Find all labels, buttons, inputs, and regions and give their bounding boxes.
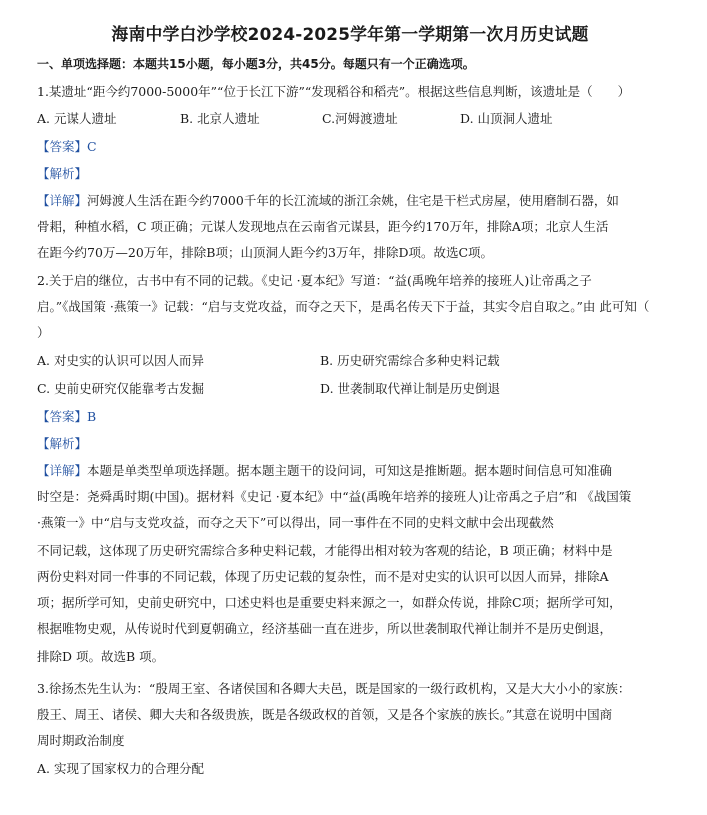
answer-value: B [87,409,97,424]
question-2-stem-line-3: ） [37,325,50,340]
q2-detail-line-5: 两份史料对同一件事的不同记载，体现了历史记载的复杂性，而不是对史实的认识可以因人而异，排除A [37,569,609,584]
q3-option-a: A. 实现了国家权力的合理分配 [37,761,204,776]
question-3-stem-line-3: 周时期政治制度 [37,733,125,748]
q2-detail-line-6: 项；据所学可知，史前史研究中，口述史料也是重要史料来源之一，如群众传说，排除C项；据所学可知， [37,595,622,610]
q1-option-d: D. 山顶洞人遗址 [460,111,553,126]
detail-tag: 【详解】 [37,463,88,478]
answer-tag: 【答案】 [37,139,88,154]
detail-text: 河姆渡人生活在距今约7000千年的长江流域的浙江余姚，住宅是干栏式房屋，使用磨制石器，如 [87,193,619,208]
q1-option-a: A. 元谋人遗址 [37,111,117,126]
q2-option-a: A. 对史实的认识可以因人而异 [37,353,204,368]
question-1-stem: 1.某遗址“距今约7000-5000年”“位于长江下游”“发现稻谷和稻壳”。根据这些信息判断，该遗址是（ ） [37,84,631,99]
detail-text: 本题是单类型单项选择题。据本题主题干的设问词，可知这是推断题。据本题时间信息可知准确 [87,463,613,478]
question-2-stem-line-1: 2.关于启的继位，古书中有不同的记载。《史记 ·夏本纪》写道：“益(禹晚年培养的接班人)让帝禹之子 [37,273,592,288]
q2-detail-line-1 [37,462,612,480]
answer-tag: 【答案】 [37,409,88,424]
q1-detail-line-1 [37,192,619,210]
q2-answer [37,408,96,426]
analysis-tag: 【解析】 [37,436,88,451]
question-3-stem-line-2: 殷王、周王、诸侯、卿大夫和各级贵族，既是各级政权的首领，又是各个家族的族长。”其意在说明中国商 [37,707,613,722]
section-heading: 一、单项选择题：本题共15小题，每小题3分，共45分。每题只有一个正确选项。 [37,57,475,71]
q2-detail-line-3: ·燕策一》中“启与支党攻益，而夺之天下”可以得出，同一事件在不同的史料文献中会出现截然 [37,515,554,530]
q2-option-c: C. 史前史研究仅能靠考古发掘 [37,381,205,396]
q2-detail-line-4: 不同记载，这体现了历史研究需综合多种史料记载，才能得出相对较为客观的结论，B 项正确；材料中是 [37,543,613,558]
q1-detail-line-2: 骨耜，种植水稻，C 项正确；元谋人发现地点在云南省元谋县，距今约170万年，排除A项；北京人生活 [37,219,609,234]
q1-analysis-tag [37,165,87,183]
q2-detail-line-2: 时空是：尧舜禹时期(中国)。据材料《史记 ·夏本纪》中“益(禹晚年培养的接班人)让帝禹之子启”和 《战国策 [37,489,632,504]
q2-option-b: B. 历史研究需综合多种史料记载 [320,353,500,368]
question-3-stem-line-1: 3.徐扬杰先生认为：“殷周王室、各诸侯国和各卿大夫邑，既是国家的一级行政机构，又是大大小小的家族： [37,681,631,696]
q2-detail-line-7: 根据唯物史观，从传说时代到夏朝确立，经济基础一直在进步，所以世袭制取代禅让制并不是历史倒退， [37,621,613,636]
q1-answer [37,138,97,156]
page-title: 海南中学白沙学校2024-2025学年第一学期第一次月历史试题 [111,25,589,45]
detail-tag: 【详解】 [37,193,88,208]
answer-value: C [87,139,97,154]
q2-option-d: D. 世袭制取代禅让制是历史倒退 [320,381,501,396]
question-2-stem-line-2: 启。”《战国策 ·燕策一》记载：“启与支党攻益，而夺之天下，是禹名传天下于益，其实令启自取之。”由 此可知（ [37,299,650,314]
q2-analysis-tag [37,435,87,453]
q2-detail-line-8: 排除D 项。故选B 项。 [37,649,165,664]
q1-option-c: C.河姆渡遗址 [322,111,398,126]
q1-detail-line-3: 在距今约70万—20万年，排除B项；山顶洞人距今约3万年，排除D项。故选C项。 [37,245,494,260]
q1-option-b: B. 北京人遗址 [180,111,260,126]
analysis-tag: 【解析】 [37,166,88,181]
